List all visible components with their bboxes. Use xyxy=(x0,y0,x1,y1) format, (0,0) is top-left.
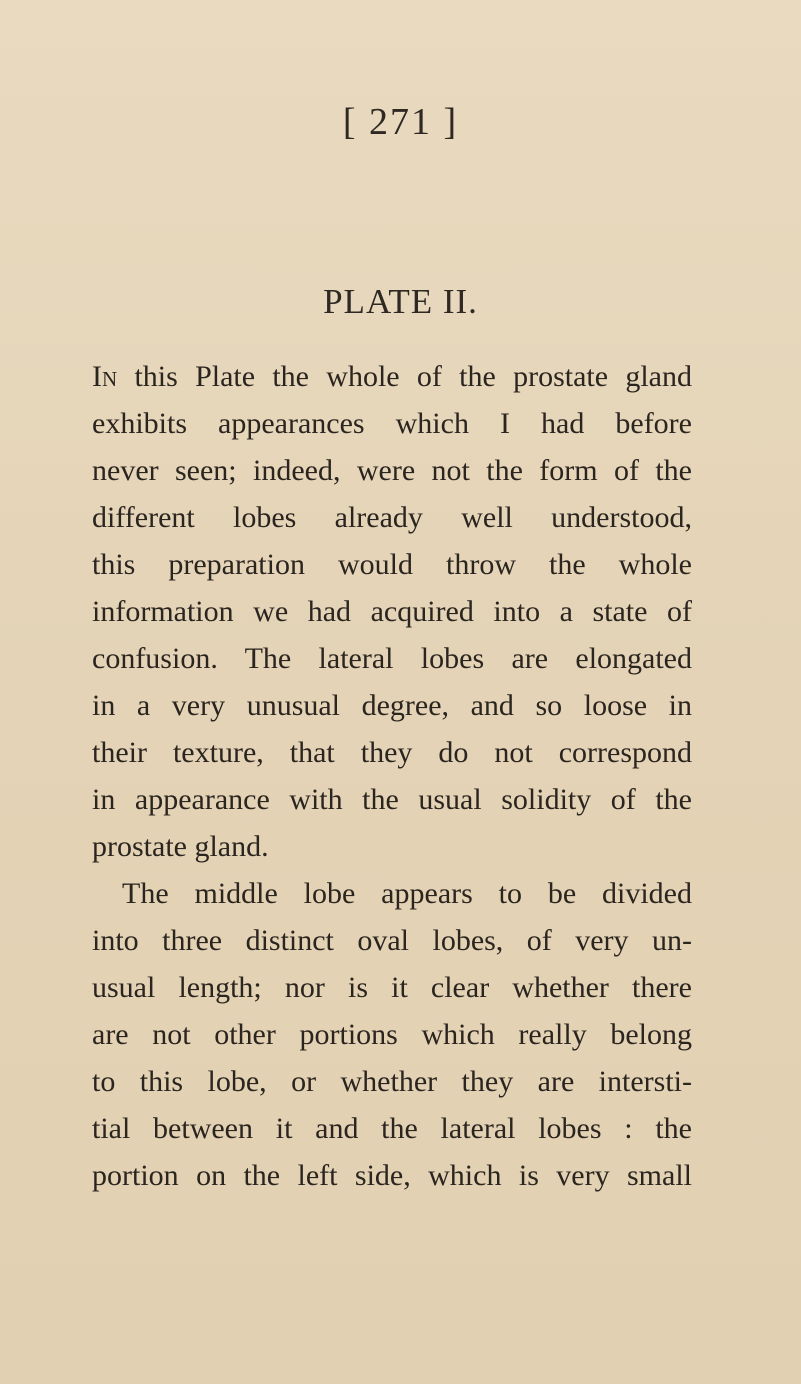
text-line: usual length; nor is it clear whether there xyxy=(92,971,692,1004)
text-line: in appearance with the usual solidity of the xyxy=(92,783,692,816)
text-line: to this lobe, or whether they are intersti- xyxy=(92,1065,692,1098)
text-line: The middle lobe appears to be divided xyxy=(122,877,692,910)
body-text xyxy=(92,353,692,1199)
text-line: exhibits appearances which I had before xyxy=(92,407,692,440)
text-line: are not other portions which really belong xyxy=(92,1018,692,1051)
text-line: In this Plate the whole of the prostate gland xyxy=(92,360,692,393)
page-number: [ 271 ] xyxy=(342,101,459,143)
text-line: into three distinct oval lobes, of very un- xyxy=(92,924,692,957)
text-line: information we had acquired into a state of xyxy=(92,595,692,628)
plate-title: PLATE II. xyxy=(323,282,478,321)
text-line: their texture, that they do not correspond xyxy=(92,736,692,769)
text-line: confusion. The lateral lobes are elongated xyxy=(92,642,692,675)
text-line: in a very unusual degree, and so loose in xyxy=(92,689,692,722)
text-line: prostate gland. xyxy=(92,830,269,863)
text-line: portion on the left side, which is very small xyxy=(92,1159,692,1192)
text-line: different lobes already well understood, xyxy=(92,501,692,534)
text-line: never seen; indeed, were not the form of the xyxy=(92,454,692,487)
text-line: tial between it and the lateral lobes : the xyxy=(92,1112,692,1145)
text-line: this preparation would throw the whole xyxy=(92,548,692,581)
